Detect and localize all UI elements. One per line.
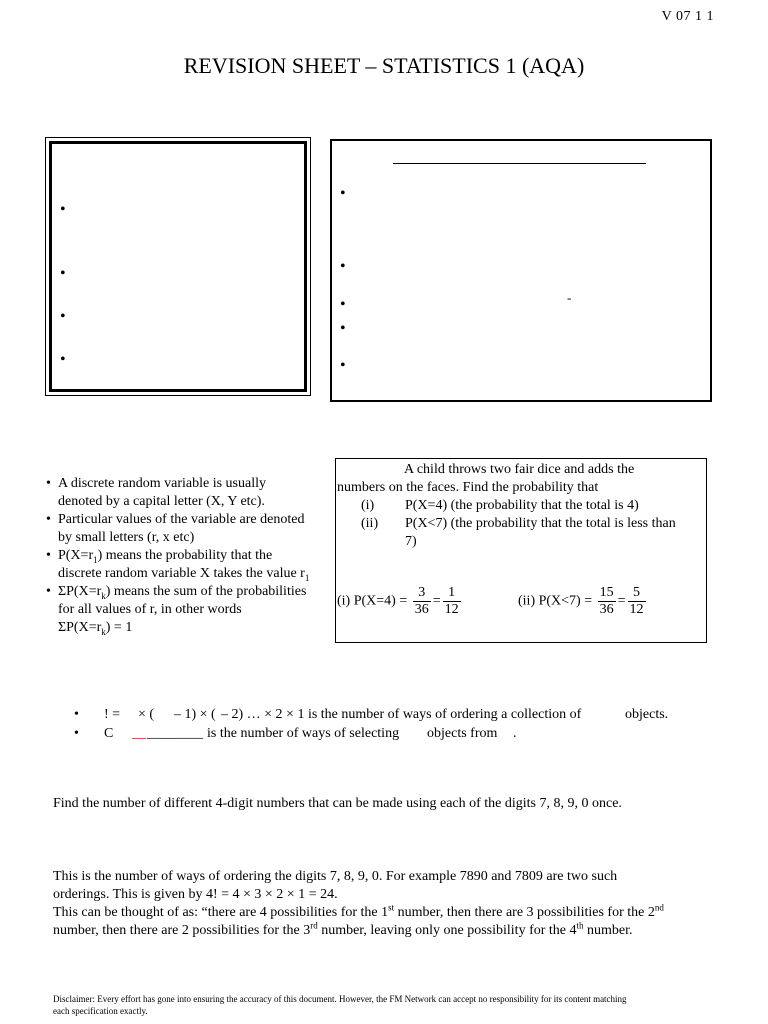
- factorial-bullet: •: [74, 707, 79, 722]
- page-title: REVISION SHEET – STATISTICS 1 (AQA): [183, 53, 585, 78]
- fraction-15-36: $\frac{15}{36}$: [599, 585, 614, 617]
- left-box-bullet-4: •: [60, 351, 66, 368]
- combination-text-d: .: [513, 726, 517, 741]
- example-text-line-2: numbers on the faces. Find the probability that: [337, 480, 599, 495]
- factorial-text-a: ! =: [104, 707, 121, 722]
- factorial-text-c: – 1) × (: [174, 707, 216, 722]
- left-box-bullet-1: •: [60, 201, 66, 218]
- example-part-i: (i) P(X=4) (the probability that the total is 4): [361, 498, 639, 513]
- version-label: V 07 1 1: [661, 9, 714, 24]
- dice-example-box: [335, 458, 707, 643]
- right-box-dash: -: [567, 290, 572, 305]
- factorial-text-d: – 2) … × 2 × 1 is the number of ways of ordering a collection of: [221, 707, 582, 722]
- right-summary-box: [330, 139, 712, 402]
- left-box-bullet-3: •: [60, 308, 66, 325]
- answer-part-ii: (ii) P(X<7) = $\frac{15}{36}$ = $\frac{5}{12}$: [518, 585, 644, 617]
- combination-bullet: •: [74, 726, 79, 741]
- example-text-line-1: A child throws two fair dice and adds the: [404, 462, 635, 477]
- right-box-bullet-2: •: [340, 258, 346, 275]
- factorial-text-b: × (: [138, 707, 155, 722]
- combination-red-blank: __: [132, 726, 146, 741]
- combination-text-a: C: [104, 726, 114, 741]
- left-summary-box: [45, 137, 311, 396]
- disclaimer: Disclaimer: Every effort has gone into ensuring the accuracy of this document. However, the FM Network can accept no responsibility for its content matching each specification exactly.: [53, 994, 627, 1016]
- combination-blank: ________: [147, 726, 203, 741]
- note-item-2: • Particular values of the variable are denoted by small letters (r, x etc): [46, 511, 334, 547]
- right-box-bullet-4: •: [340, 320, 346, 337]
- question-text: Find the number of different 4-digit numbers that can be made using each of the digits 7, 8, 9, 0 once.: [53, 796, 622, 811]
- combination-text-b: is the number of ways of selecting: [207, 726, 400, 741]
- right-box-bullet-3: •: [340, 296, 346, 313]
- left-summary-box-inner: [49, 141, 307, 392]
- note-item-1: • A discrete random variable is usually denoted by a capital letter (X, Y etc).: [46, 475, 334, 511]
- right-box-bullet-5: •: [340, 357, 346, 374]
- discrete-variable-notes: [46, 475, 334, 637]
- combination-text-c: objects from: [427, 726, 498, 741]
- note-item-4: • $\Sigma P(X=r_k)$ means the sum of the probabilities for all values of r, in other words: [46, 583, 334, 619]
- heading-underline: [393, 163, 646, 164]
- fraction-5-12: $\frac{5}{12}$: [629, 585, 644, 617]
- right-box-bullet-1: •: [340, 185, 346, 202]
- factorial-text-e: objects.: [625, 707, 669, 722]
- note-item-3: • $P(X=r_1)$ means the probability that the discrete random variable X takes the value $r_1$: [46, 547, 334, 583]
- example-part-ii: (ii) P(X<7) (the probability that the total is less than 7): [361, 516, 676, 549]
- left-box-bullet-2: •: [60, 265, 66, 282]
- fraction-1-12: $\frac{1}{12}$: [444, 585, 459, 617]
- sum-formula: $\Sigma P(X=r_k) = 1$: [58, 620, 133, 637]
- answer-text: This is the number of ways of ordering the digits 7, 8, 9, 0. For example 7890 and 7809 are two such orderings. This is given by 4! = 4 × 3 × 2 × 1 = 24. This can be thought of as: “there are 4 possibilities for the 1st number, then there are 3 possibilities for the 2nd number, then there are 2 possibilities for the 3rd number, leaving only one possibility for the 4th number.: [53, 869, 664, 938]
- answer-part-i: (i) P(X=4) = $\frac{3}{36}$ = $\frac{1}{12}$: [337, 585, 459, 617]
- fraction-3-36: $\frac{3}{36}$: [414, 585, 429, 617]
